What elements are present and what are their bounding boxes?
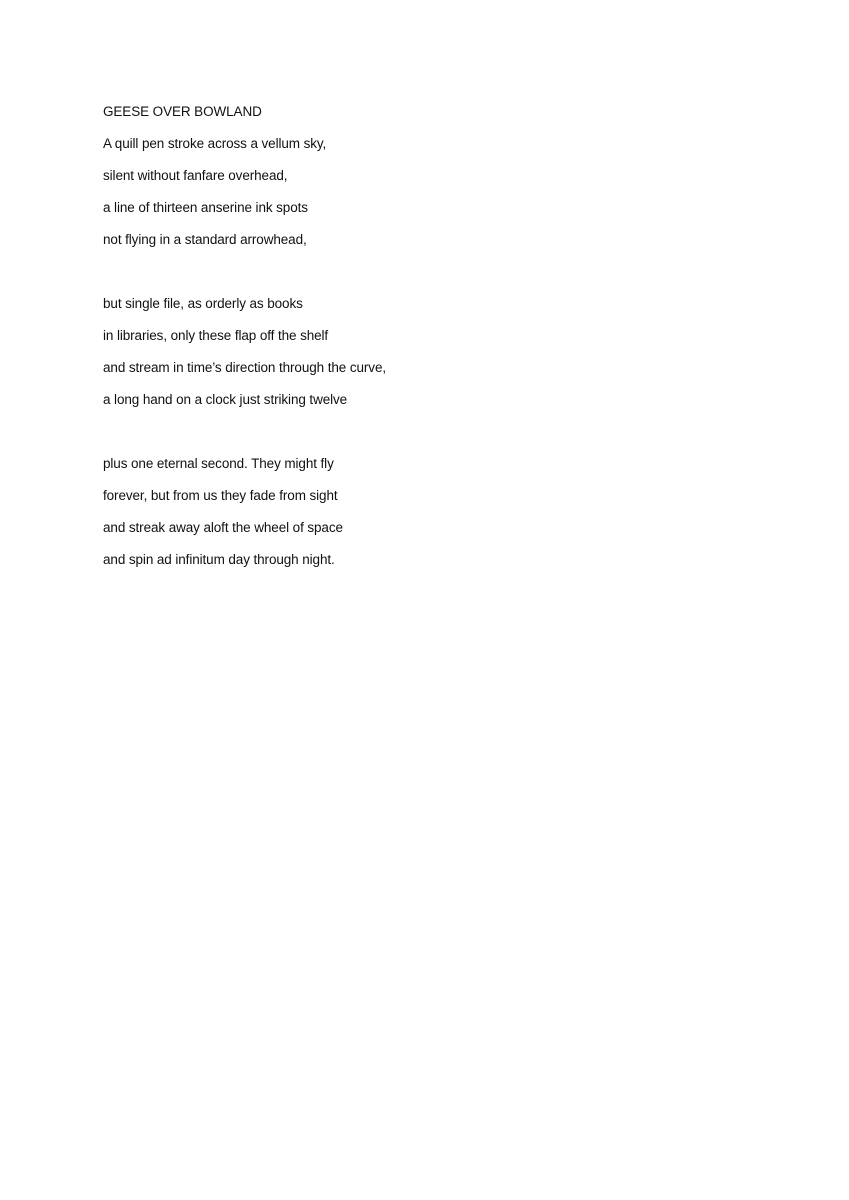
stanza-3 xyxy=(103,455,803,569)
poem-line: a line of thirteen anserine ink spots xyxy=(103,200,308,215)
stanza-break xyxy=(103,423,803,455)
stanza-2 xyxy=(103,295,803,409)
poem xyxy=(103,103,803,583)
poem-title: GEESE OVER BOWLAND xyxy=(103,104,262,119)
stanza-1 xyxy=(103,135,803,249)
poem-line: and streak away aloft the wheel of space xyxy=(103,520,343,535)
poem-line: in libraries, only these flap off the shelf xyxy=(103,328,329,343)
poem-line: and spin ad infinitum day through night. xyxy=(103,552,335,567)
stanza-break xyxy=(103,263,803,295)
poem-line: forever, but from us they fade from sight xyxy=(103,488,338,503)
poem-line: not flying in a standard arrowhead, xyxy=(103,232,307,247)
poem-line: plus one eternal second. They might fly xyxy=(103,456,334,471)
poem-line: and stream in time’s direction through the curve, xyxy=(103,360,386,375)
poem-line: A quill pen stroke across a vellum sky, xyxy=(103,136,327,151)
poem-line: silent without fanfare overhead, xyxy=(103,168,288,183)
poem-line: a long hand on a clock just striking twelve xyxy=(103,392,348,407)
poem-line: but single file, as orderly as books xyxy=(103,296,303,311)
